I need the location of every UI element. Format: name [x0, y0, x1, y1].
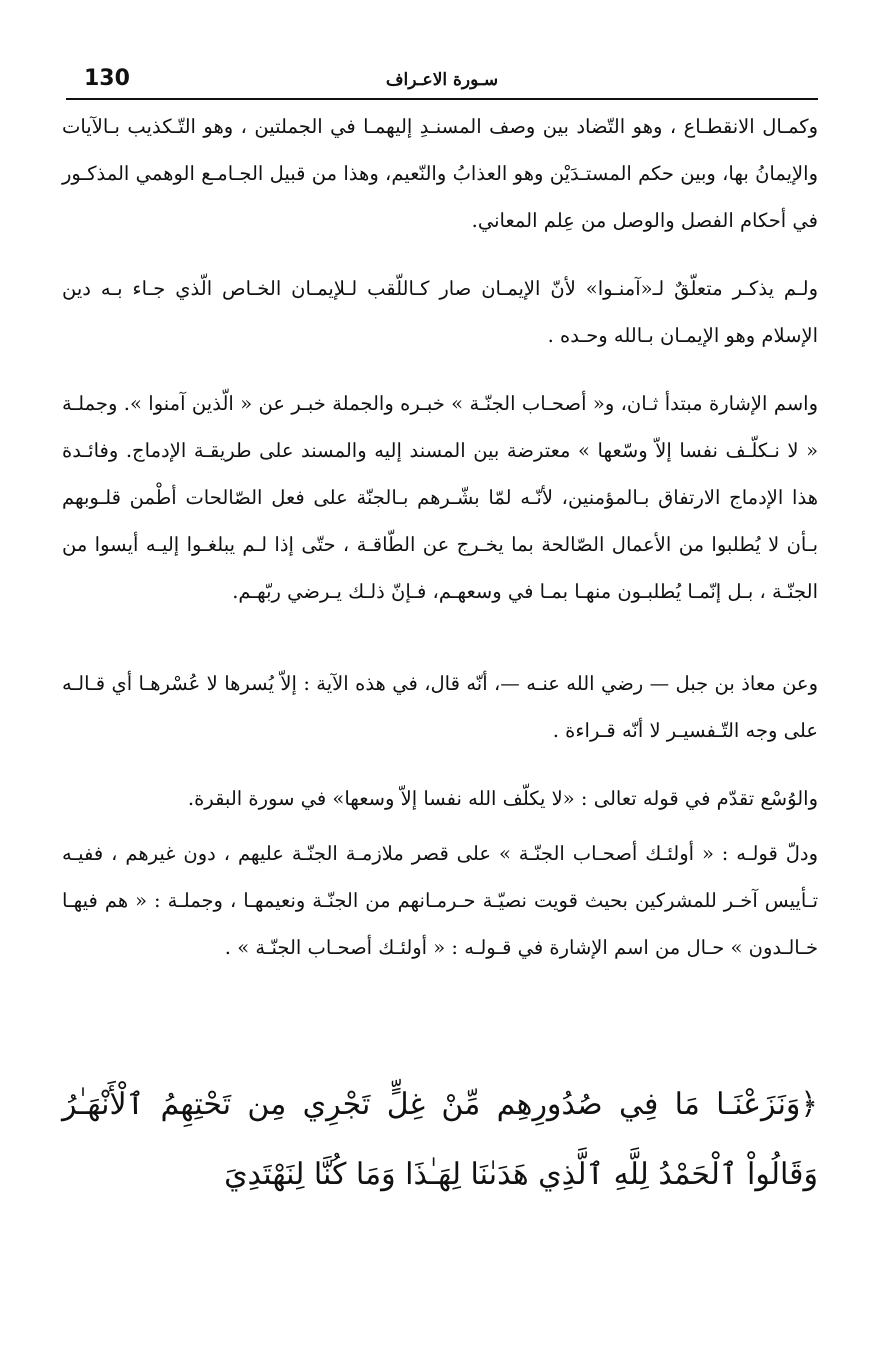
quran-verse: ﴿وَنَزَعْنَـا مَا فِي صُدُورِهِم مِّنْ غِلٍّ تَجْرِي مِن تَحْتِهِمُ ٱلْأَنْهَـٰرُ وَقَالُواْ ٱلْحَمْدُ لِلَّهِ ٱلَّذِي هَدَىٰنَا لِهَـٰذَا وَمَا كُنَّا لِنَهْتَدِيَ: [62, 1087, 818, 1192]
paragraph-3: واسم الإشارة مبتدأ ثـان، و« أصحـاب الجنّـة » خبـره والجملة خبـر عن « الّذين آمنوا ». وجملـة « لا نـكلّـف نفسا إلاّ وسّعها » معترضة بين المسند إليه والمسند على طريقـة الإدماج. وفائـدة هذا الإدماج الارتفاق بـالمؤمنين، لأنّـه لمّا بشّـرهم بـالجنّة على فعل الصّالحات أطْمن قلـوبهم بـأن لا يُطلبوا من الأعمال الصّالحة بما يخـرج عن الطّاقـة ، حتّى إذا لـم يبلغـوا إليـه أيسوا من الجنّـة ، بـل إنّمـا يُطلبـون منهـا بمـا في وسعهـم، فـإنّ ذلـك يـرضي ربّهـم.: [62, 392, 818, 603]
surah-title: سـورة الاعـراف: [385, 70, 499, 90]
paragraph-2: ولـم يذكـر متعلّقٌ لـ«آمنـوا» لأنّ الإيمـان صار كـاللّقب لـلإيمـان الخـاص الّذي جـاء بـه دين الإسلام وهو الإيمـان بـالله وحـده .: [62, 277, 818, 347]
page-number: 130: [84, 66, 130, 91]
paragraph-4: وعن معاذ بن جبل — رضي الله عنـه —، أنّه قال، في هذه الآية : إلاّ يُسرها لا عُسْرهـا أي قـالـه على وجه التّـفسيـر لا أنّه قـراءة .: [62, 672, 818, 742]
paragraph-6: ودلّ قولـه : « أولئـك أصحـاب الجنّـة » على قصر ملازمـة الجنّـة عليهم ، دون غيرهم ، ففيـه تـأييس آخـر للمشركين بحيث قويت نصيّـة حـرمـانهم من الجنّـة ونعيمهـا ، وجملـة : « هم فيهـا خـالـدون » حـال من اسم الإشارة في قـولـه : « أولئـك أصحـاب الجنّـة » .: [62, 842, 818, 959]
page-header: [66, 64, 818, 100]
paragraph-5: والوُسْع تقدّم في قوله تعالى : «لا يكلّف الله نفسا إلاّ وسعها» في سورة البقرة.: [187, 787, 818, 810]
paragraph-1: وكمـال الانقطـاع ، وهو التّضاد بين وصف المسنـدِ إليهمـا في الجملتين ، وهو التّـكذيب بـالآيات والإيمانُ بها، وبين حكم المستـدَيْن وهو العذابُ والنّعيم، وهذا من قبيل الجـامـع الوهمي المذكـور في أحكام الفصل والوصل من عِلم المعاني.: [62, 115, 818, 232]
